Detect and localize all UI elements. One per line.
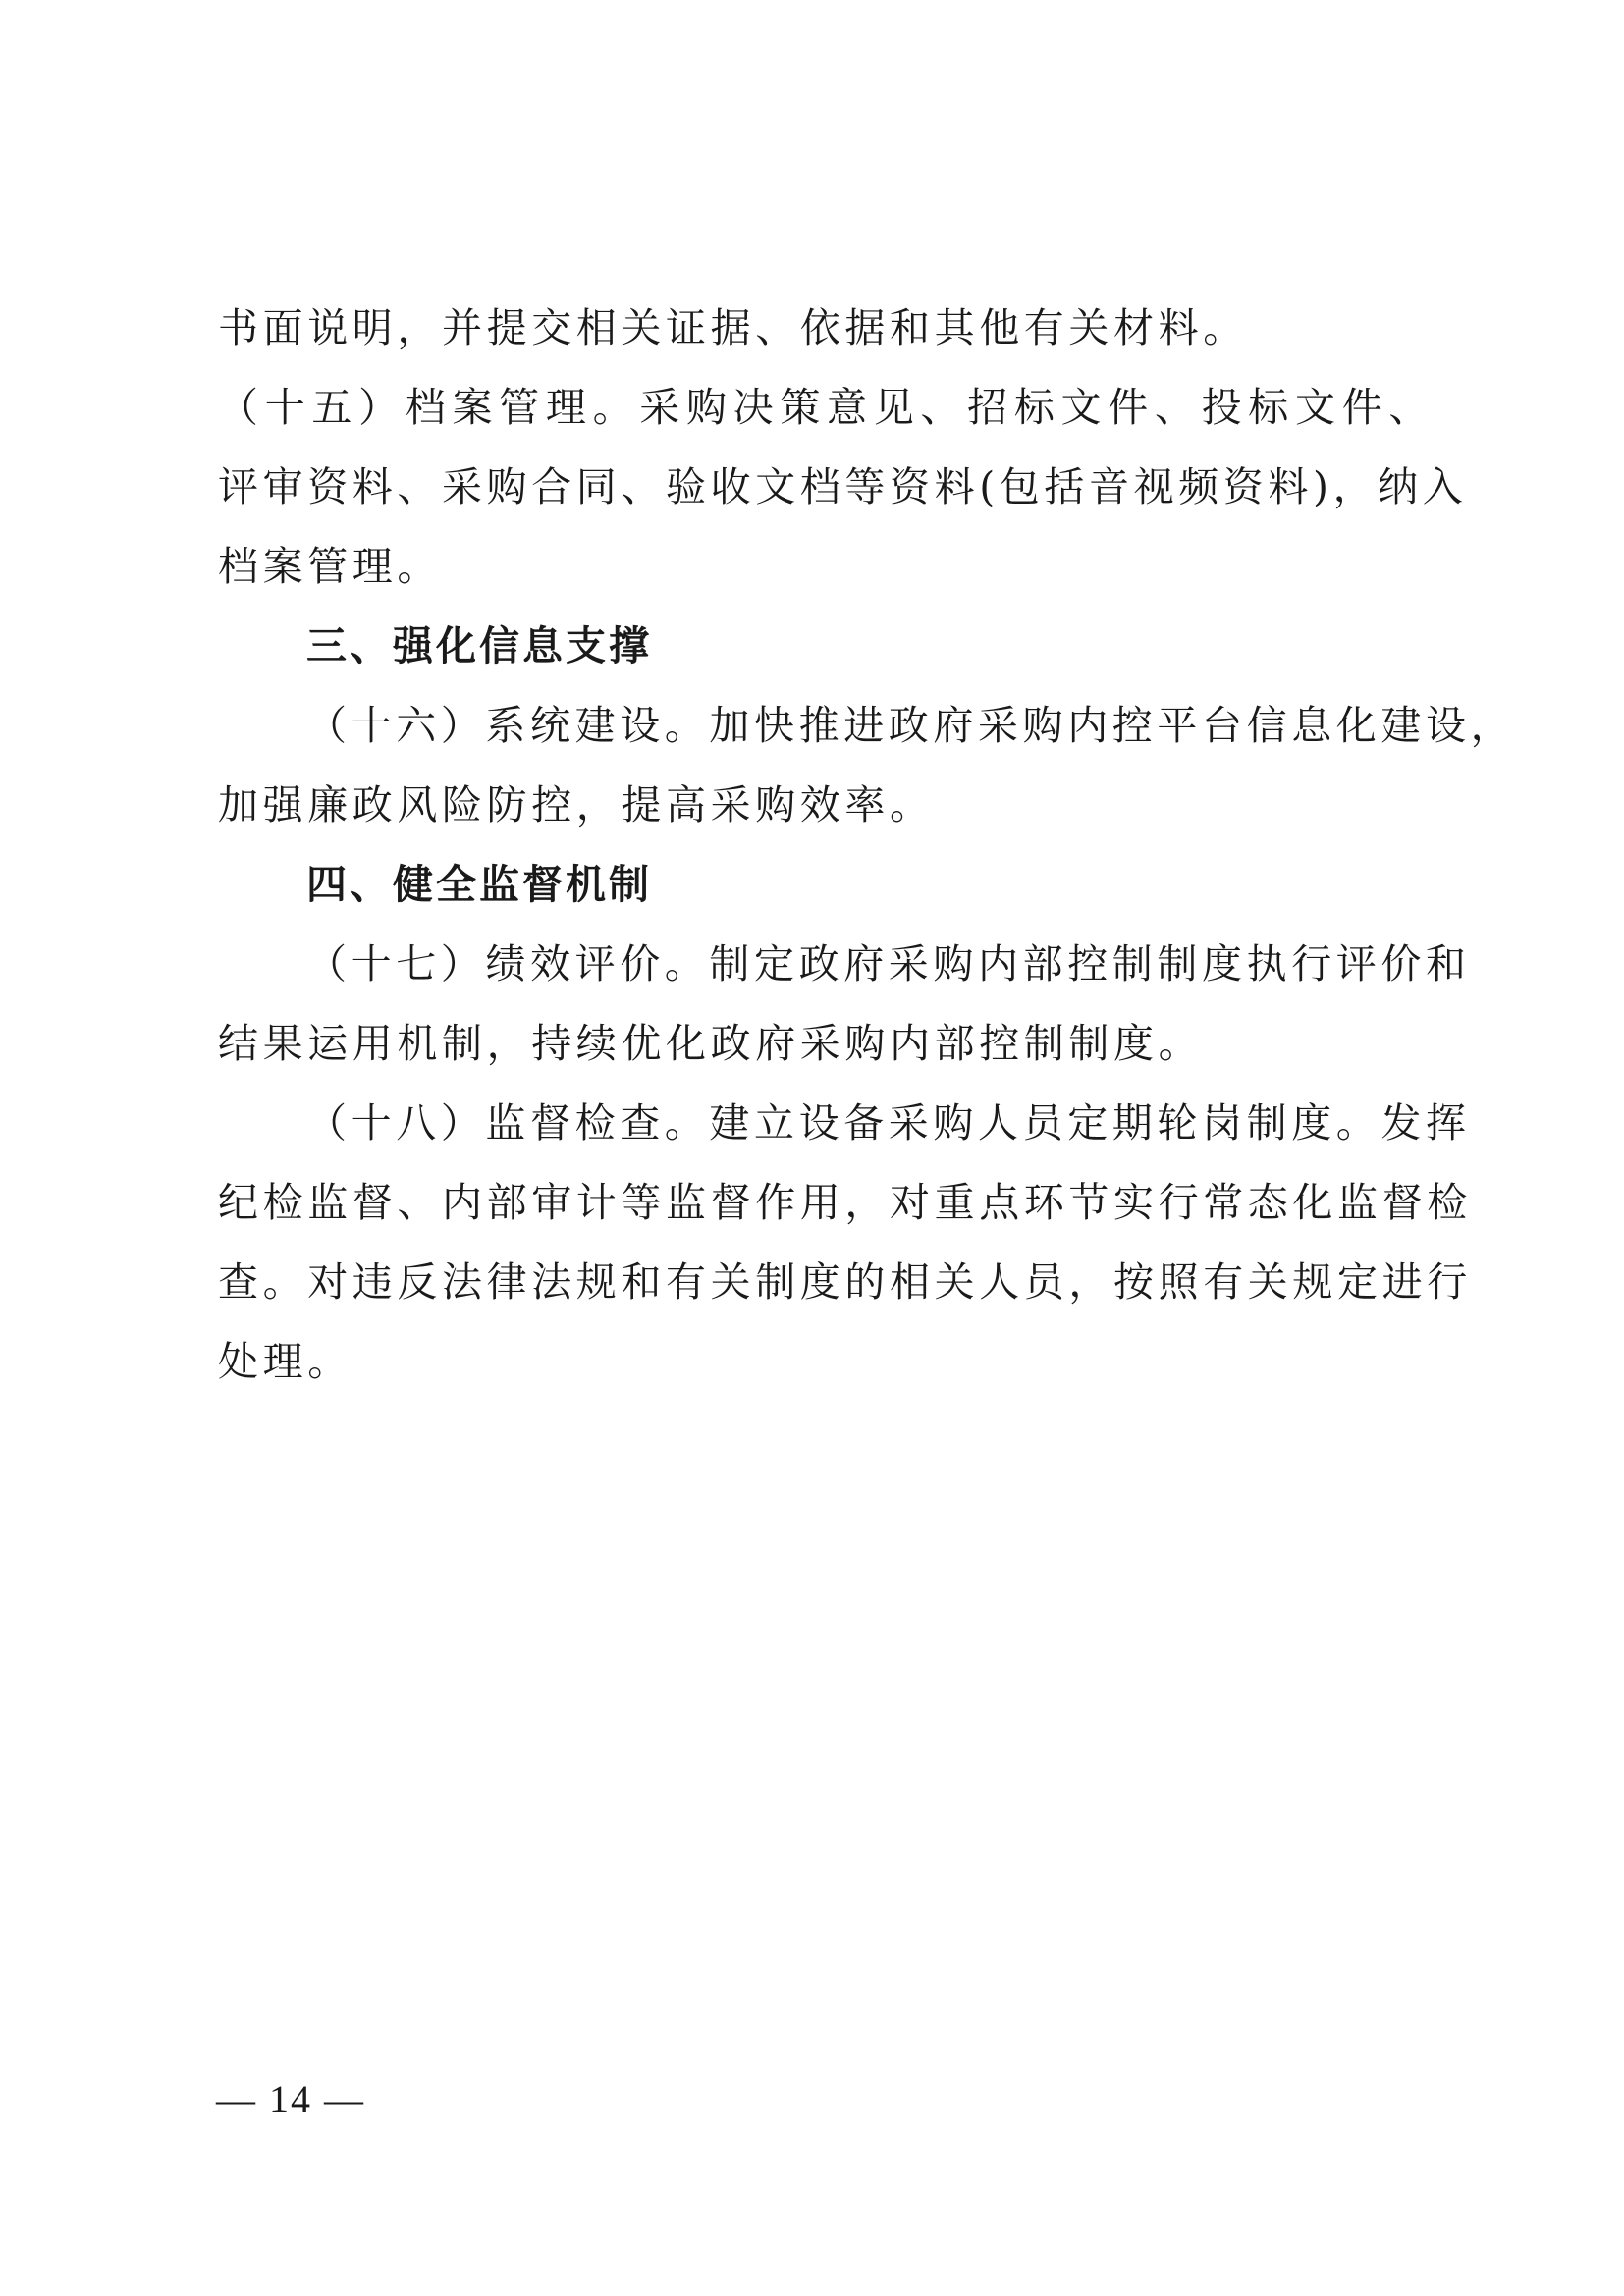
paragraph-15-line-2: 评审资料、采购合同、验收文档等资料(包括音视频资料)，纳入 <box>218 463 1468 510</box>
paragraph-16-line-2: 加强廉政风险防控，提高采购效率。 <box>218 781 935 828</box>
paragraph-18-line-1: （十八）监督检查。建立设备采购人员定期轮岗制度。发挥 <box>306 1099 1471 1147</box>
paragraph-17-line-1: （十七）绩效评价。制定政府采购内部控制制度执行评价和 <box>306 940 1471 988</box>
section-heading-4: 四、健全监督机制 <box>306 861 652 908</box>
paragraph-18-line-4: 处理。 <box>218 1338 352 1385</box>
paragraph-17-line-2: 结果运用机制，持续优化政府采购内部控制制度。 <box>218 1020 1204 1067</box>
page-number: — 14 — <box>216 2077 365 2121</box>
paragraph-18-line-3: 查。对违反法律法规和有关制度的相关人员，按照有关规定进行 <box>218 1258 1472 1306</box>
paragraph-16-line-1: （十六）系统建设。加快推进政府采购内控平台信息化建设， <box>306 702 1516 749</box>
paragraph-15-line-3: 档案管理。 <box>218 543 442 590</box>
paragraph-18-line-2: 纪检监督、内部审计等监督作用，对重点环节实行常态化监督检 <box>218 1179 1472 1226</box>
section-heading-3: 三、强化信息支撑 <box>306 622 652 669</box>
paragraph-15-line-1: （十五）档案管理。采购决策意见、招标文件、投标文件、 <box>218 384 1434 431</box>
paragraph-14-end-line: 书面说明，并提交相关证据、依据和其他有关材料。 <box>218 304 1248 351</box>
